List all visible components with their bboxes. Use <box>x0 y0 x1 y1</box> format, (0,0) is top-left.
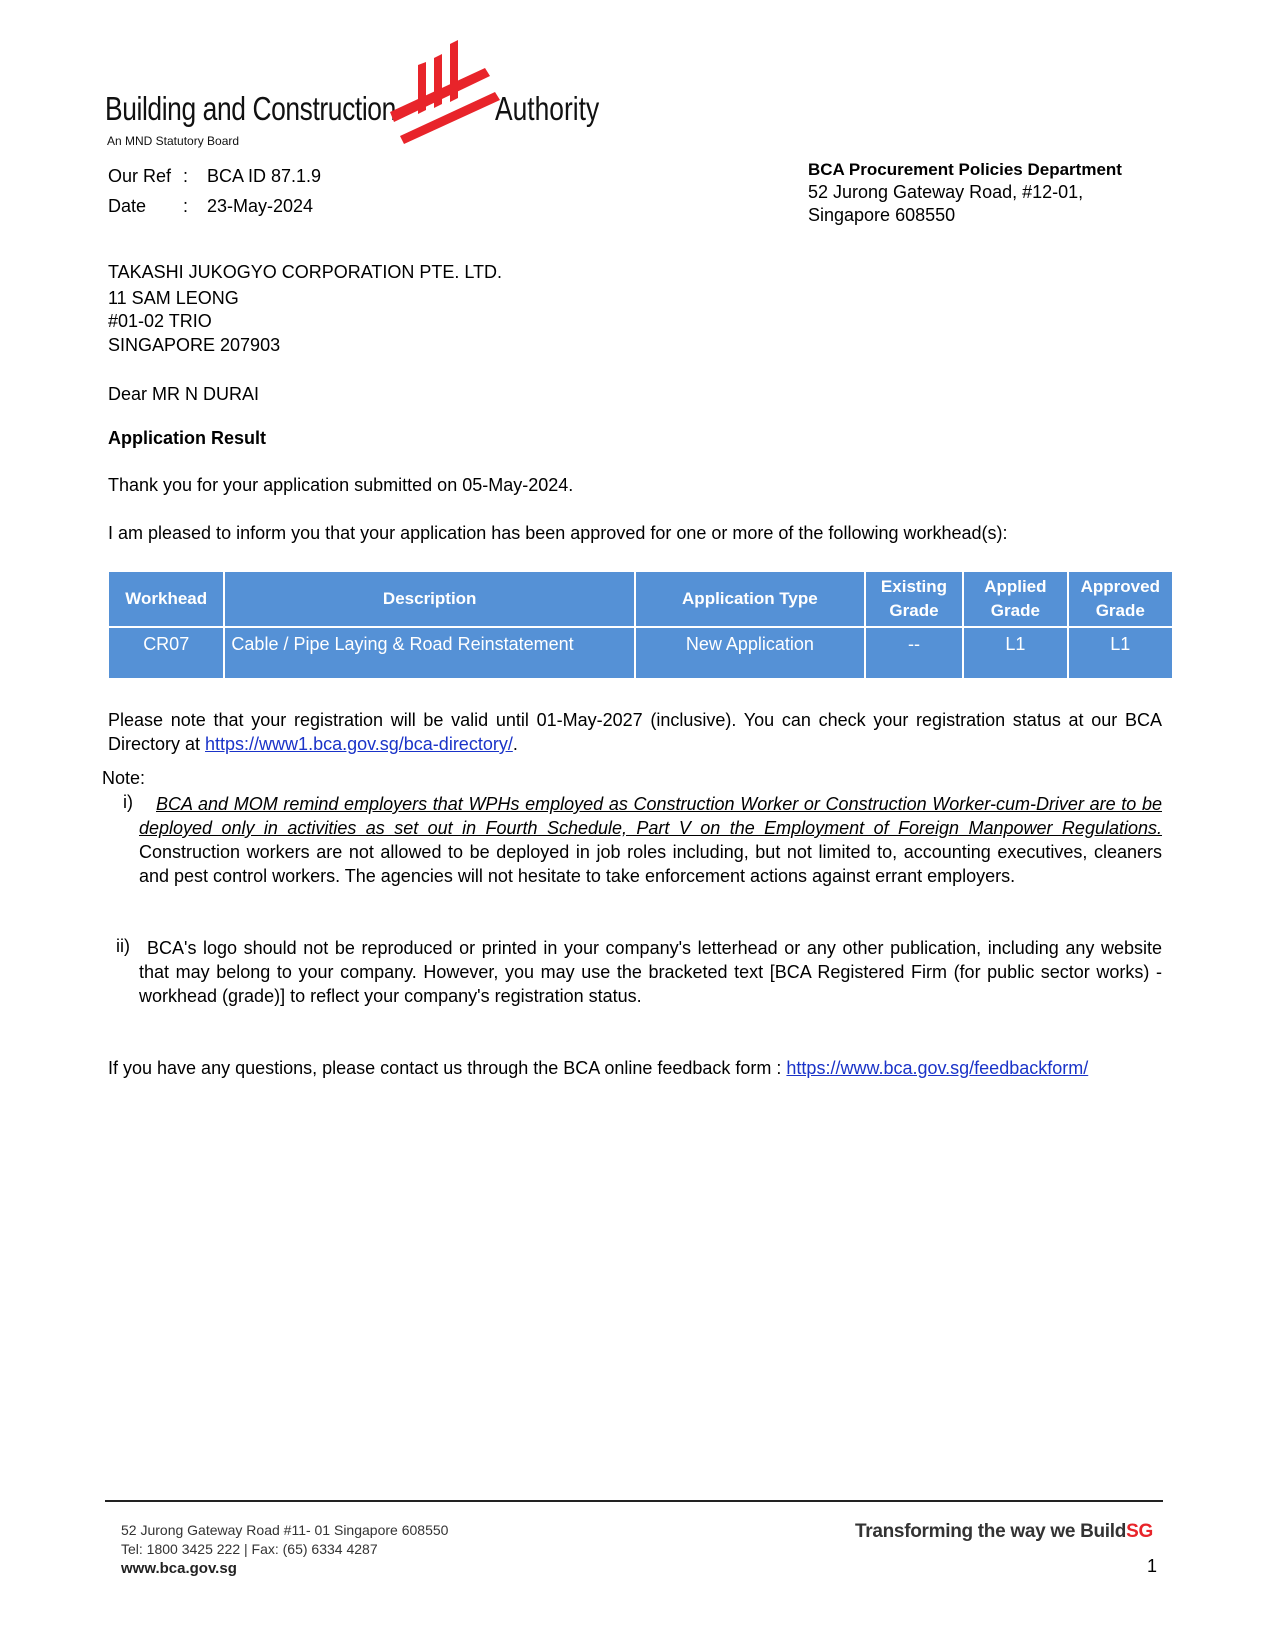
bca-logo-mark-icon <box>390 40 500 145</box>
note-item1 <box>139 792 1162 888</box>
note-label: Note: <box>102 768 146 788</box>
table-header-row <box>108 571 1173 627</box>
subject-heading: Application Result <box>108 428 267 448</box>
bca-directory-link[interactable]: https://www1.bca.gov.sg/bca-directory/ <box>205 734 513 754</box>
header-existing-grade <box>865 571 963 627</box>
note-item2-number: ii) <box>116 936 130 956</box>
cell-workhead: CR07 <box>108 627 224 679</box>
footer-website: www.bca.gov.sg <box>121 1560 237 1577</box>
header-workhead: Workhead <box>108 571 224 627</box>
footer-tagline-text: Transforming the way we Build <box>855 1521 1127 1542</box>
our-ref-row <box>108 166 321 187</box>
header-approved-grade-line2: Grade <box>1095 601 1145 620</box>
logo-name-left: Building and Construction <box>105 90 396 127</box>
our-ref-colon: : <box>183 166 189 186</box>
page-number: 1 <box>1147 1556 1158 1576</box>
cell-description: Cable / Pipe Laying & Road Reinstatement <box>224 627 635 679</box>
date-row <box>108 196 313 217</box>
footer-phone: Tel: 1800 3425 222 | Fax: (65) 6334 4287 <box>121 1541 378 1557</box>
bca-logo <box>105 40 600 150</box>
our-ref-value: BCA ID 87.1.9 <box>207 166 322 186</box>
note-item1-emphasis: BCA and MOM remind employers that WPHs employed as Construction Worker or Construction Worker-cum-Driver are to be deployed only in activities as set out in Fourth Schedule, Part V on the Employment of Foreign Manpower Regulations. <box>139 794 1162 838</box>
header-applied-grade-line1: Applied <box>984 577 1047 596</box>
header-applied-grade-line2: Grade <box>990 601 1040 620</box>
header-approved-grade-line1: Approved <box>1080 577 1160 596</box>
cell-application-type: New Application <box>635 627 865 679</box>
validity-paragraph <box>108 708 1162 756</box>
validity-suffix: . <box>512 734 518 754</box>
footer-tagline <box>855 1521 1153 1543</box>
recipient-address-line2: #01-02 TRIO <box>108 311 212 331</box>
sender-department: BCA Procurement Policies Department <box>808 160 1122 179</box>
header-existing-grade-line1: Existing <box>880 577 948 596</box>
our-ref-label: Our Ref <box>108 166 172 186</box>
logo-name-right: Authority <box>495 90 600 127</box>
note-item1-rest: Construction workers are not allowed to be deployed in job roles including, but not limited to, accounting executives, cleaners and pest control workers. The agencies will not hesitate to take enforcement actions against errant employers. <box>139 842 1162 886</box>
note-item2 <box>139 936 1162 1008</box>
header-approved-grade <box>1068 571 1173 627</box>
contact-text: If you have any questions, please contact us through the BCA online feedback form : <box>108 1058 787 1078</box>
sender-address-line2: Singapore 608550 <box>808 205 956 225</box>
date-colon: : <box>183 196 189 216</box>
recipient-company: TAKASHI JUKOGYO CORPORATION PTE. LTD. <box>108 262 503 282</box>
logo-subtitle: An MND Statutory Board <box>107 134 240 148</box>
footer-address-block <box>121 1521 448 1578</box>
approval-intro: I am pleased to inform you that your application has been approved for one or more of the following workhead(s): <box>108 523 1008 543</box>
thank-you-text: Thank you for your application submitted on 05-May-2024. <box>108 475 574 495</box>
cell-applied-grade: L1 <box>963 627 1067 679</box>
header-existing-grade-line2: Grade <box>889 601 939 620</box>
header-description: Description <box>224 571 635 627</box>
sender-address <box>808 158 1122 227</box>
feedback-form-link[interactable]: https://www.bca.gov.sg/feedbackform/ <box>786 1058 1089 1078</box>
cell-existing-grade: -- <box>865 627 963 679</box>
recipient-address-line1: 11 SAM LEONG <box>108 288 239 308</box>
sender-address-line1: 52 Jurong Gateway Road, #12-01, <box>808 182 1084 202</box>
note-item1-number: i) <box>123 792 133 812</box>
contact-line <box>108 1058 1088 1079</box>
footer-address: 52 Jurong Gateway Road #11- 01 Singapore 608550 <box>121 1522 449 1538</box>
table-row <box>108 627 1173 679</box>
date-value: 23-May-2024 <box>207 196 314 216</box>
salutation: Dear MR N DURAI <box>108 384 260 404</box>
date-label: Date <box>108 196 147 216</box>
validity-text: Please note that your registration will be valid until 01-May-2027 (inclusive). You can check your registration status at our BCA Directory at <box>108 710 1162 754</box>
footer-divider <box>105 1500 1163 1502</box>
footer-tagline-sg: SG <box>1126 1521 1153 1542</box>
workhead-table <box>107 570 1174 680</box>
header-applied-grade <box>963 571 1067 627</box>
note-item2-text: BCA's logo should not be reproduced or printed in your company's letterhead or any other publication, including any website that may belong to your company. However, you may use the bracketed text [BCA Registered Firm (for public sector works) - workhead (grade)] to reflect your company's registration status. <box>139 938 1162 1006</box>
header-application-type: Application Type <box>635 571 865 627</box>
cell-approved-grade: L1 <box>1068 627 1173 679</box>
recipient-address-line3: SINGAPORE 207903 <box>108 335 281 355</box>
